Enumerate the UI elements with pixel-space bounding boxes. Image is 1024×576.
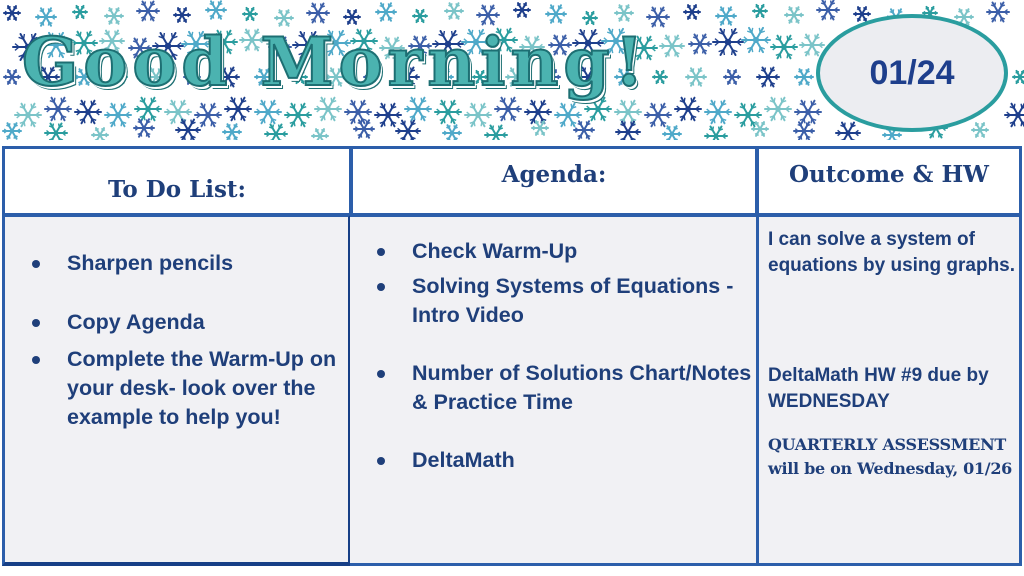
snowflake-icon xyxy=(836,123,860,140)
snowflake-icon xyxy=(987,3,1009,22)
snowflake-icon xyxy=(574,121,594,138)
todo-item: Sharpen pencils xyxy=(29,249,345,278)
snowflake-icon xyxy=(616,122,640,140)
agenda-column xyxy=(350,214,758,566)
snowflake-icon xyxy=(795,69,813,85)
snowflake-icon xyxy=(176,120,200,140)
agenda-item: Number of Solutions Chart/Notes & Practice Time xyxy=(374,359,754,417)
todo-header xyxy=(2,146,352,216)
agenda-heading: Agenda: xyxy=(501,161,607,188)
snowflake-icon xyxy=(4,70,20,84)
outcome-column xyxy=(756,214,1022,566)
snowflake-icon xyxy=(705,127,727,141)
todo-heading: To Do List: xyxy=(107,176,247,203)
todo-item: Copy Agenda xyxy=(29,308,345,337)
agenda-board xyxy=(2,146,1022,570)
date-badge xyxy=(816,14,1008,132)
snowflake-icon xyxy=(854,7,870,21)
agenda-item: Check Warm-Up xyxy=(374,237,754,266)
snowflake-icon xyxy=(1013,71,1024,83)
agenda-list xyxy=(374,237,754,475)
snowflake-icon xyxy=(92,128,108,140)
snowflake-icon xyxy=(45,124,67,141)
snowflake-icon xyxy=(3,123,21,139)
todo-column xyxy=(2,214,352,566)
outcome-heading: Outcome & HW xyxy=(788,161,990,188)
agenda-item: DeltaMath xyxy=(374,446,754,475)
snowflake-icon xyxy=(972,123,988,137)
snowflake-icon xyxy=(312,129,328,140)
snowflake-icon xyxy=(265,125,287,141)
agenda-header xyxy=(350,146,758,216)
snowflake-icon xyxy=(485,126,507,141)
snowflake-icon xyxy=(443,125,461,140)
todo-list xyxy=(29,249,345,432)
snowflake-icon xyxy=(396,121,420,140)
todo-item: Complete the Warm-Up on your desk- look over the example to help you! xyxy=(29,345,345,432)
snowflake-icon xyxy=(223,124,241,140)
page-title: Good Morning! xyxy=(22,23,649,101)
snowflake-icon xyxy=(4,6,20,20)
snowflake-icon xyxy=(800,35,824,56)
snowflake-icon xyxy=(1005,104,1024,127)
assessment-note: QUARTERLY ASSESSMENT will be on Wednesday, 01/26 xyxy=(768,435,1012,478)
snowflake-icon xyxy=(134,119,154,136)
snowflake-icon xyxy=(663,126,681,140)
learning-objective: I can solve a system of equations by using graphs. xyxy=(768,229,1016,276)
homework-note: DeltaMath HW #9 due by WEDNESDAY xyxy=(768,365,989,412)
snowflake-icon xyxy=(795,101,821,124)
snowflake-icon xyxy=(794,122,814,139)
date-text: 01/24 xyxy=(869,53,955,92)
outcome-header xyxy=(756,146,1022,216)
agenda-item: Solving Systems of Equations - Intro Video xyxy=(374,272,754,330)
snowflake-icon xyxy=(817,1,839,20)
